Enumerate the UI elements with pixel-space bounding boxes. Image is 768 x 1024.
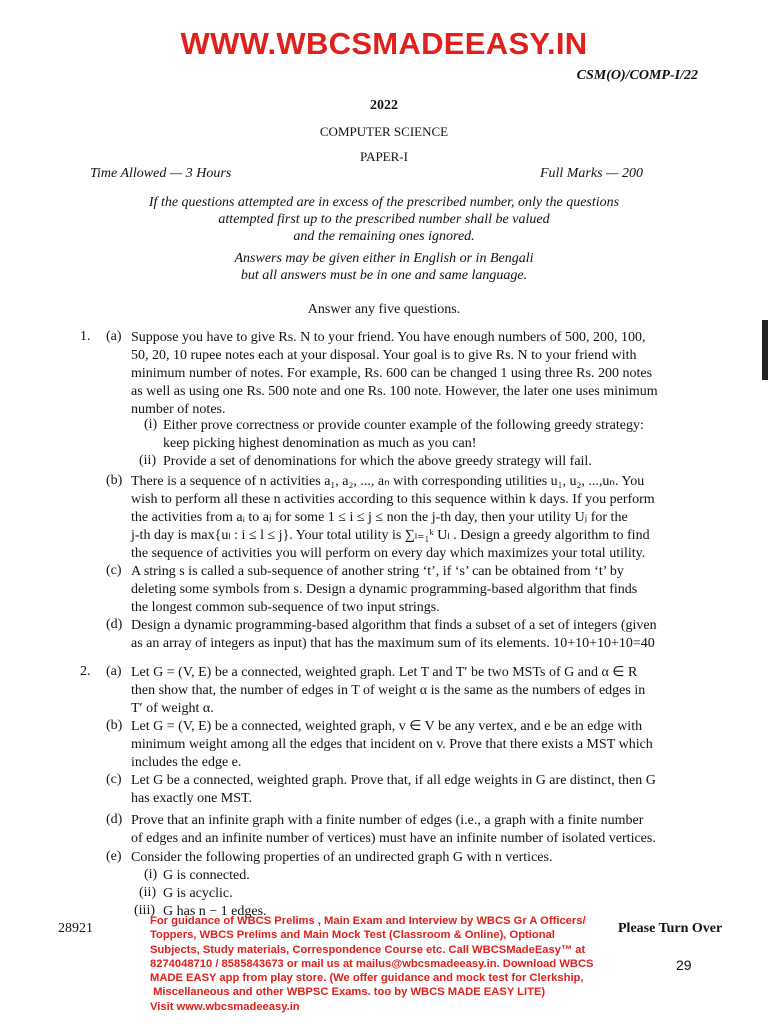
part-label: (a) <box>106 664 122 679</box>
question-1a <box>131 329 676 419</box>
please-turn-over: Please Turn Over <box>618 921 723 936</box>
text-line: includes the edge e. <box>131 755 242 770</box>
page-number: 29 <box>676 957 692 973</box>
language-note <box>0 250 768 284</box>
exam-year: 2022 <box>370 98 398 113</box>
text-line: Let G = (V, E) be a connected, weighted graph. Let T and T′ be two MSTs of G and α ∈ R <box>131 665 638 680</box>
footer-line: Visit www.wbcsmadeeasy.in <box>150 1000 300 1013</box>
question-1a-ii <box>163 453 676 471</box>
property-text: G is acyclic. <box>163 886 233 901</box>
subject-title: COMPUTER SCIENCE <box>319 124 449 139</box>
text-line: Provide a set of denominations for which the above greedy strategy will fail. <box>163 454 592 469</box>
text-line: of edges and an infinite number of vertices) must have an infinite number of isolated vertices. <box>131 831 656 846</box>
paper-code: CSM(O)/COMP-I/22 <box>576 68 698 83</box>
part-label: (e) <box>106 849 122 864</box>
question-1d <box>131 617 676 653</box>
question-number: 1. <box>80 329 91 344</box>
question-2c <box>131 772 676 808</box>
question-1c <box>131 563 676 617</box>
property-label: (i) <box>144 867 158 882</box>
text-line: minimum number of notes. For example, Rs. 600 can be changed 1 using three Rs. 200 notes <box>131 366 653 381</box>
text-line: number of notes. <box>131 402 226 417</box>
footer-line: MADE EASY app from play store. (We offer guidance and mock test for Clerkship, <box>150 972 584 985</box>
text-line: the activities from aᵢ to aⱼ for some 1 ≤ i ≤ j ≤ non the j-th day, then your utility Uⱼ for the <box>131 510 628 525</box>
text-line: deleting some symbols from s. Design a dynamic programming-based algorithm that finds <box>131 582 638 597</box>
text-line: A string s is called a sub-sequence of another string ‘t’, if ‘s’ can be obtained from ‘t’ by <box>131 564 624 579</box>
footer-line: Miscellaneous and other WBPSC Exams. too by WBCS MADE EASY LITE) <box>150 986 546 999</box>
footer-line: Subjects, Study materials, Correspondence Course etc. Call WBCSMadeEasy™ at <box>150 943 586 956</box>
text-line: j-th day is max{uₗ : i ≤ l ≤ j}. Your total utility is ∑ₗ₌₁ᵏ Uₗ . Design a greedy algorithm to find <box>131 528 650 543</box>
full-marks: Full Marks — 200 <box>539 166 643 181</box>
text-line: Consider the following properties of an undirected graph G with n vertices. <box>131 850 553 865</box>
subpart-label: (i) <box>144 417 158 432</box>
part-label: (a) <box>106 329 122 344</box>
property-text: G is connected. <box>163 868 250 883</box>
paper-title: PAPER-I <box>360 149 408 164</box>
text-line: as well as using one Rs. 500 note and one Rs. 100 note. However, the later one uses minimum <box>131 384 658 399</box>
site-banner: WWW.WBCSMADEEASY.IN <box>180 26 588 61</box>
text-line: T′ of weight α. <box>131 701 214 716</box>
text-line: Let G be a connected, weighted graph. Prove that, if all edge weights in G are distinct, then G <box>131 773 656 788</box>
text-line: Let G = (V, E) be a connected, weighted graph, v ∈ V be any vertex, and e be an edge with <box>131 719 643 734</box>
part-label: (b) <box>106 718 123 733</box>
text-line: the sequence of activities you will perform on every day which maximizes your total utility. <box>131 546 646 561</box>
part-label: (d) <box>106 617 123 632</box>
question-2b <box>131 718 676 772</box>
text-line: then show that, the number of edges in T of weight α is the same as the numbers of edges in <box>131 683 646 698</box>
footer-line: 8274048710 / 8585843673 or mail us at mailus@wbcsmadeeasy.in. Download WBCS <box>150 957 594 970</box>
text-line: Either prove correctness or provide counter example of the following greedy strategy: <box>163 418 644 433</box>
text-line: minimum weight among all the edges that incident on v. Prove that there exists a MST which <box>131 737 653 752</box>
footer-line: Toppers, WBCS Prelims and Main Mock Test (Classroom & Online), Optional <box>150 929 555 942</box>
text-line: keep picking highest denomination as much as you can! <box>163 436 477 451</box>
text-line: Suppose you have to give Rs. N to your friend. You have enough numbers of 500, 200, 100, <box>131 330 646 345</box>
promo-footer <box>150 914 660 1014</box>
scan-edge-mark <box>762 320 768 380</box>
text-line: has exactly one MST. <box>131 791 253 806</box>
text-line: Design a dynamic programming-based algorithm that finds a subset of a set of integers (given <box>131 618 657 633</box>
part-label: (b) <box>106 473 123 488</box>
time-allowed: Time Allowed — 3 Hours <box>90 166 232 181</box>
text-line: the longest common sub-sequence of two input strings. <box>131 600 440 615</box>
part-label: (c) <box>106 563 122 578</box>
instruction: Answer any five questions. <box>307 302 461 317</box>
text-line: There is a sequence of n activities a₁, a₂, ..., aₙ with corresponding utilities u₁, u₂, ...,uₙ. You <box>131 474 645 489</box>
excess-questions-note <box>0 194 768 245</box>
note-line: and the remaining ones ignored. <box>293 229 475 244</box>
footer-line: For guidance of WBCS Prelims , Main Exam and Interview by WBCS Gr A Officers/ <box>150 915 586 927</box>
question-2e <box>131 849 676 867</box>
text-line: wish to perform all these n activities according to this sequence within k days. If you perform <box>131 492 655 507</box>
subpart-label: (ii) <box>139 453 157 468</box>
question-2a <box>131 664 676 718</box>
part-label: (d) <box>106 812 123 827</box>
text-line: 50, 20, 10 rupee notes each at your disposal. Your goal is to give Rs. N to your friend with <box>131 348 637 363</box>
note-line: but all answers must be in one and same language. <box>240 268 528 283</box>
question-2d <box>131 812 676 848</box>
page-code: 28921 <box>58 921 93 936</box>
part-label: (c) <box>106 772 122 787</box>
property-label: (iii) <box>134 903 155 918</box>
note-line: If the questions attempted are in excess of the prescribed number, only the questions <box>148 195 620 210</box>
text-line: as an array of integers as input) that has the maximum sum of its elements. 10+10+10+10=40 <box>131 636 655 651</box>
note-line: attempted first up to the prescribed number shall be valued <box>218 212 550 227</box>
note-line: Answers may be given either in English or in Bengali <box>234 251 534 266</box>
question-number: 2. <box>80 664 91 679</box>
question-1a-i <box>163 417 676 453</box>
property-label: (ii) <box>139 885 157 900</box>
question-1b <box>131 473 676 563</box>
property-text: G has n − 1 edges. <box>163 904 267 919</box>
text-line: Prove that an infinite graph with a finite number of edges (i.e., a graph with a finite number <box>131 813 644 828</box>
